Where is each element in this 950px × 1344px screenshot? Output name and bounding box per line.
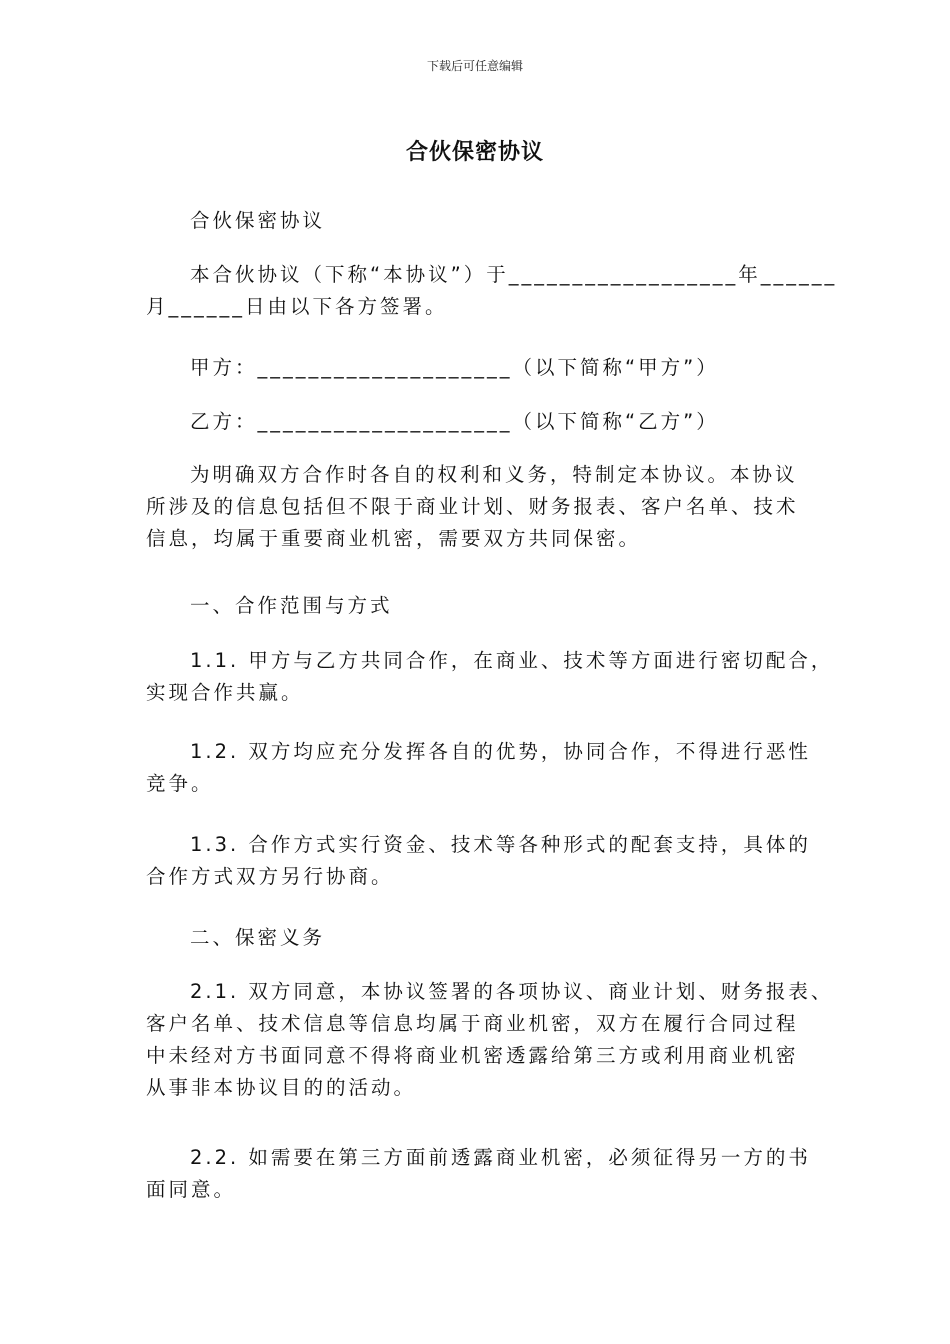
purpose-line-2: 所涉及的信息包括但不限于商业计划、财务报表、客户名单、技术: [146, 495, 799, 518]
clause-1-2-line-1: 1.2. 双方均应充分发挥各自的优势，协同合作，不得进行恶性: [190, 740, 811, 763]
subtitle: 合伙保密协议: [190, 209, 326, 232]
party-b-line: 乙方：____________________（以下简称“乙方”）: [190, 410, 719, 433]
intro-paragraph: [146, 259, 838, 323]
clause-2-2-line-2: 面同意。: [146, 1178, 237, 1201]
section-1-heading: 一、合作范围与方式: [190, 594, 393, 617]
clause-2-1-line-1: 2.1. 双方同意，本协议签署的各项协议、商业计划、财务报表、: [190, 980, 834, 1003]
purpose-paragraph: [146, 459, 816, 555]
clause-2-2: [146, 1142, 816, 1206]
page-header-note: 下载后可任意编辑: [426, 59, 523, 73]
clause-1-3-line-2: 合作方式双方另行协商。: [146, 865, 394, 888]
clause-2-1-line-2: 客户名单、技术信息等信息均属于商业机密，双方在履行合同过程: [146, 1012, 799, 1035]
clause-1-2: [146, 736, 816, 800]
party-a-paragraph: [146, 352, 816, 384]
section-1-heading-paragraph: [146, 590, 816, 622]
clause-1-2-line-2: 竞争。: [146, 772, 214, 795]
party-b-paragraph: [146, 406, 816, 438]
party-a-line: 甲方：____________________（以下简称“甲方”）: [190, 356, 719, 379]
clause-1-3: [146, 829, 816, 893]
clause-2-2-line-1: 2.2. 如需要在第三方面前透露商业机密，必须征得另一方的书: [190, 1146, 811, 1169]
section-2-heading: 二、保密义务: [190, 926, 326, 949]
section-2-heading-paragraph: [146, 922, 816, 954]
clause-1-1-line-2: 实现合作共赢。: [146, 681, 304, 704]
clause-2-1: [146, 976, 834, 1104]
clause-2-1-line-3: 中未经对方书面同意不得将商业机密透露给第三方或利用商业机密: [146, 1044, 799, 1067]
intro-line-1: 本合伙协议（下称“本协议”）于__________________年______: [190, 263, 838, 286]
purpose-line-1: 为明确双方合作时各自的权利和义务，特制定本协议。本协议: [190, 463, 798, 486]
intro-line-2: 月______日由以下各方签署。: [146, 295, 448, 318]
clause-1-1: [146, 645, 834, 709]
clause-1-1-line-1: 1.1. 甲方与乙方共同合作，在商业、技术等方面进行密切配合，: [190, 649, 834, 672]
clause-1-3-line-1: 1.3. 合作方式实行资金、技术等各种形式的配套支持，具体的: [190, 833, 811, 856]
subtitle-paragraph: [146, 205, 816, 237]
purpose-line-3: 信息，均属于重要商业机密，需要双方共同保密。: [146, 527, 642, 550]
document-title: 合伙保密协议: [405, 140, 544, 165]
clause-2-1-line-4: 从事非本协议目的的活动。: [146, 1076, 417, 1099]
